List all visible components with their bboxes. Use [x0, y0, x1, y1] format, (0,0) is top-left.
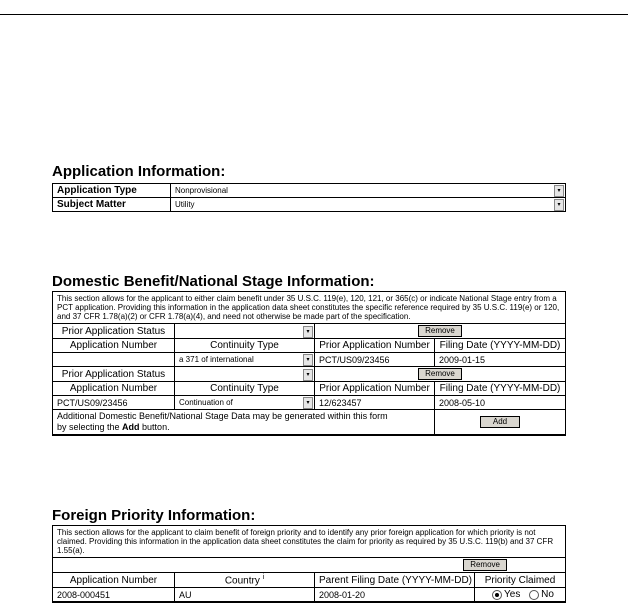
prior-application-status-select[interactable] — [175, 367, 315, 382]
country-field[interactable]: AU — [175, 588, 315, 603]
remove-button[interactable]: Remove — [418, 325, 462, 337]
continuity-type-select[interactable]: a 371 of international ▾ — [175, 353, 315, 367]
filing-date-field[interactable]: 2009-01-15 — [435, 353, 566, 367]
table-row — [53, 184, 566, 198]
filing-date-header: Filing Date (YYYY-MM-DD) — [435, 382, 566, 396]
country-header: Country $^i$ — [175, 573, 315, 588]
prior-application-status-label: Prior Application Status — [53, 324, 175, 339]
parent-filing-date-field[interactable]: 2008-01-20 — [315, 588, 475, 603]
yes-radio[interactable] — [492, 590, 502, 600]
chevron-down-icon[interactable]: ▾ — [303, 397, 313, 409]
chevron-down-icon[interactable]: ▾ — [554, 199, 564, 211]
prior-application-number-header: Prior Application Number — [315, 339, 435, 353]
continuity-type-header: Continuity Type — [175, 382, 315, 396]
application-number-field[interactable]: 2008-000451 — [53, 588, 175, 603]
filing-date-field[interactable]: 2008-05-10 — [435, 396, 566, 410]
chevron-down-icon[interactable]: ▾ — [303, 354, 313, 366]
remove-button[interactable]: Remove — [418, 368, 462, 380]
application-number-header: Application Number — [53, 339, 175, 353]
add-instructions: Additional Domestic Benefit/National Stage Data may be generated within this form by selecting the Add button. — [53, 410, 435, 436]
table-row — [53, 198, 566, 212]
table-row — [53, 353, 566, 367]
continuity-type-header: Continuity Type — [175, 339, 315, 353]
foreign-priority-table — [52, 525, 566, 603]
application-information-title: Application Information: — [52, 163, 226, 180]
remove-button[interactable]: Remove — [463, 559, 507, 571]
table-row — [53, 396, 566, 410]
foreign-info-text: This section allows for the applicant to claim benefit of foreign priority and to identify any prior foreign application for which priority is not claimed. Providing this information in the application data sheet constitutes the claim for priority as required by 35 U.S.C. 119(b) and 37 CFR 1.55(a). — [53, 526, 566, 558]
foreign-priority-title: Foreign Priority Information: — [52, 507, 256, 524]
domestic-info-text: This section allows for the applicant to either claim benefit under 35 U.S.C. 119(e), 120, 121, or 365(c) or indicate National Stage entry from a PCT application. Providing this information in the application data sheet constitutes the specific reference required by 35 U.S.C. 119(e) or 120, and 37 CFR 1.78(a)(2) or CFR 1.78(a)(4), and need not otherwise be made part of the specification. — [53, 292, 566, 324]
table-row — [53, 588, 566, 603]
info-icon[interactable]: i — [262, 574, 265, 581]
prior-application-number-header: Prior Application Number — [315, 382, 435, 396]
prior-application-status-label: Prior Application Status — [53, 367, 175, 382]
chevron-down-icon[interactable]: ▾ — [303, 369, 313, 381]
parent-filing-date-header: Parent Filing Date (YYYY-MM-DD) — [315, 573, 475, 588]
chevron-down-icon[interactable]: ▾ — [554, 185, 564, 197]
domestic-benefit-table — [52, 291, 566, 436]
priority-claimed-radios: Yes No — [475, 588, 566, 603]
prior-application-number-field[interactable]: 12/623457 — [315, 396, 435, 410]
application-number-header: Application Number — [53, 573, 175, 588]
prior-application-status-select[interactable] — [175, 324, 315, 339]
subject-matter-select[interactable]: Utility ▾ — [171, 198, 566, 212]
add-button[interactable]: Add — [480, 416, 520, 428]
no-radio[interactable] — [529, 590, 539, 600]
filing-date-header: Filing Date (YYYY-MM-DD) — [435, 339, 566, 353]
domestic-benefit-title: Domestic Benefit/National Stage Information: — [52, 273, 375, 290]
subject-matter-label: Subject Matter — [53, 198, 171, 212]
continuity-type-select[interactable]: Continuation of ▾ — [175, 396, 315, 410]
application-type-label: Application Type — [53, 184, 171, 198]
application-number-field[interactable] — [53, 353, 175, 367]
chevron-down-icon[interactable]: ▾ — [303, 326, 313, 338]
application-number-field[interactable]: PCT/US09/23456 — [53, 396, 175, 410]
prior-application-number-field[interactable]: PCT/US09/23456 — [315, 353, 435, 367]
top-rule — [0, 14, 628, 15]
application-information-table — [52, 183, 566, 212]
application-type-select[interactable]: Nonprovisional ▾ — [171, 184, 566, 198]
priority-claimed-header: Priority Claimed — [475, 573, 566, 588]
application-number-header: Application Number — [53, 382, 175, 396]
